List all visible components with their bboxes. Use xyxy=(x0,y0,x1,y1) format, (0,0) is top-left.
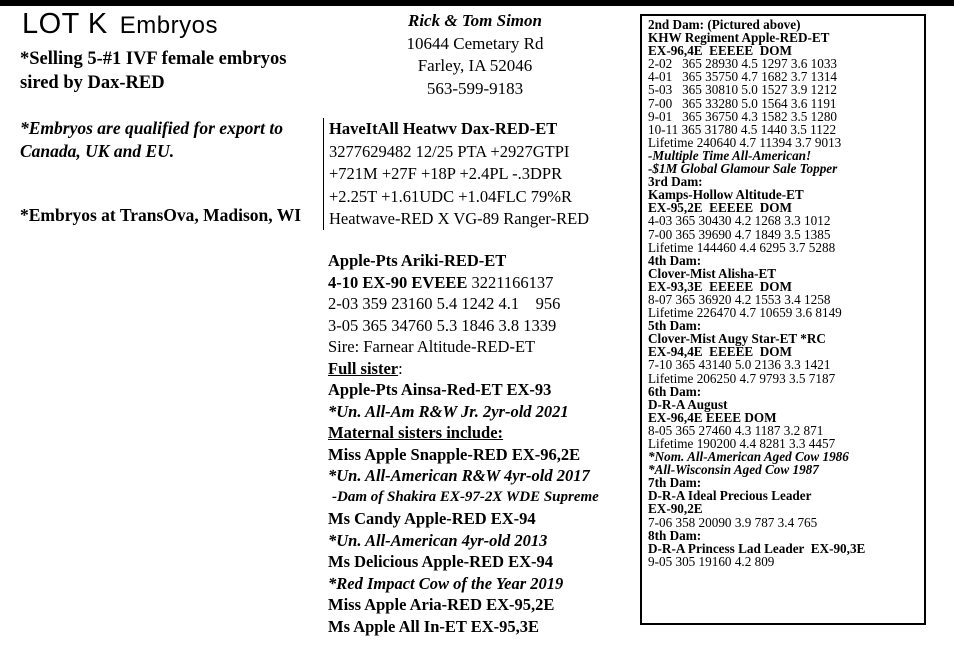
sister-name: Miss Apple Aria-RED EX-95,2E xyxy=(328,595,555,614)
sister-name: Ms Delicious Apple-RED EX-94 xyxy=(328,552,554,571)
dam7-name: D-R-A Ideal Precious Leader xyxy=(648,488,812,504)
dam2-record: 10-11 365 31780 4.5 1440 3.5 1122 xyxy=(648,121,837,137)
dam8-name: D-R-A Princess Lad Leader EX-90,3E xyxy=(648,540,866,556)
dam4-class: EX-93,3E EEEEE DOM xyxy=(648,278,792,294)
dam4-name: Clover-Mist Alisha-ET xyxy=(648,265,777,281)
dam5-lifetime: Lifetime 206250 4.7 9793 3.5 7187 xyxy=(648,370,836,386)
dam6-name: D-R-A August xyxy=(648,396,728,412)
dam8-record: 9-05 305 19160 4.2 809 xyxy=(648,553,775,569)
sire-line-1: 3277629482 12/25 PTA +2927GTPI xyxy=(329,141,570,161)
dam2-record: 9-01 365 36750 4.3 1582 3.5 1280 xyxy=(648,108,838,124)
maternal-sisters-label: Maternal sisters include: xyxy=(328,423,504,442)
dam2-award: -$1M Global Glamour Sale Topper xyxy=(648,161,838,177)
sister-name: Miss Apple Snapple-RED EX-96,2E xyxy=(328,444,581,464)
dam2-record: 4-01 365 35750 4.7 1682 3.7 1314 xyxy=(648,69,838,85)
dam6-heading: 6th Dam: xyxy=(648,383,702,399)
sire-line-3: +2.25T +1.61UDC +1.04FLC 79%R xyxy=(329,186,573,206)
lot-title xyxy=(22,8,218,41)
dam6-class: EX-96,4E EEEE DOM xyxy=(648,409,777,425)
dam-record-2: 3-05 365 34760 5.3 1846 3.8 1339 xyxy=(328,315,557,335)
sister-award: *Un. All-American 4yr-old 2013 xyxy=(328,530,548,550)
dam2-record: 2-02 365 28930 4.5 1297 3.6 1033 xyxy=(648,56,838,72)
dam-class: 4-10 EX-90 EVEEE xyxy=(328,272,468,292)
dam3-lifetime: Lifetime 144460 4.4 6295 3.7 5288 xyxy=(648,239,836,255)
dam2-heading: 2nd Dam: (Pictured above) xyxy=(648,17,801,32)
dam6-record: 8-05 365 27460 4.3 1187 3.2 871 xyxy=(648,422,824,438)
dam2-lifetime: Lifetime 240640 4.7 11394 3.7 9013 xyxy=(648,134,842,150)
lot-number: LOT K xyxy=(22,8,108,40)
dam4-lifetime: Lifetime 226470 4.7 10659 3.6 8149 xyxy=(648,305,842,321)
sire-block xyxy=(323,118,644,230)
owner-street: 10644 Cemetary Rd xyxy=(406,33,544,53)
pedigree-box xyxy=(640,14,926,625)
dam3-record: 7-00 365 39690 4.7 1849 3.5 1385 xyxy=(648,226,831,242)
dam8-heading: 8th Dam: xyxy=(648,527,702,543)
owner-phone: 563-599-9183 xyxy=(426,78,524,98)
sister-award: -Dam of Shakira EX-97-2X WDE Supreme xyxy=(332,488,599,505)
dam7-record: 7-06 358 20090 3.9 787 3.4 765 xyxy=(648,514,818,530)
full-sister-colon: : xyxy=(398,358,403,378)
full-sister-award: *Un. All-Am R&W Jr. 2yr-old 2021 xyxy=(328,401,569,421)
full-sister-label-line xyxy=(328,358,638,380)
dam2-class: EX-96,4E EEEEE DOM xyxy=(648,43,792,59)
full-sister-label: Full sister xyxy=(328,358,399,378)
sister-award: *Red Impact Cow of the Year 2019 xyxy=(328,573,564,593)
dam6-award: *Nom. All-American Aged Cow 1986 xyxy=(648,449,849,465)
sister-name: Ms Apple All In-ET EX-95,3E xyxy=(328,616,540,636)
dam7-class: EX-90,2E xyxy=(648,501,703,517)
dam7-heading: 7th Dam: xyxy=(648,475,702,491)
dam3-record: 4-03 365 30430 4.2 1268 3.3 1012 xyxy=(648,213,831,229)
dam5-record: 7-10 365 43140 5.0 2136 3.3 1421 xyxy=(648,357,831,373)
dam-class-line xyxy=(328,272,638,294)
dam-name: Apple-Pts Ariki-RED-ET xyxy=(328,251,507,270)
selling-note: *Selling 5-#1 IVF female embryos sired by Dax-RED xyxy=(20,49,287,93)
lot-type: Embryos xyxy=(119,12,218,39)
export-note: *Embryos are qualified for export to Canada, UK and EU. xyxy=(20,118,283,161)
owner-name: Rick & Tom Simon xyxy=(408,11,542,30)
full-sister-name: Apple-Pts Ainsa-Red-ET EX-93 xyxy=(328,380,552,399)
dam5-name: Clover-Mist Augy Star-ET *RC xyxy=(648,331,826,347)
dam5-class: EX-94,4E EEEEE DOM xyxy=(648,344,792,360)
sire-pedigree: Heatwave-RED X VG-89 Ranger-RED xyxy=(329,209,590,228)
owner-block xyxy=(380,10,570,100)
dam4-record: 8-07 365 36920 4.2 1553 3.4 1258 xyxy=(648,291,831,307)
dam6-lifetime: Lifetime 190200 4.4 8281 3.3 4457 xyxy=(648,436,836,451)
dam3-class: EX-95,2E EEEEE DOM xyxy=(648,200,792,216)
owner-city: Farley, IA 52046 xyxy=(417,56,533,75)
sister-name: Ms Candy Apple-RED EX-94 xyxy=(328,509,536,528)
dam-sire: Sire: Farnear Altitude-RED-ET xyxy=(328,337,536,356)
dam2-record: 5-03 365 30810 5.0 1527 3.9 1212 xyxy=(648,82,838,98)
dam3-name: Kamps-Hollow Altitude-ET xyxy=(648,187,804,203)
top-rule xyxy=(0,0,954,6)
dam3-heading: 3rd Dam: xyxy=(648,174,703,190)
dam-reg: 3221166137 xyxy=(471,272,554,292)
dam6-award: *All-Wisconsin Aged Cow 1987 xyxy=(648,462,819,478)
sire-line-2: +721M +27F +18P +2.4PL -.3DPR xyxy=(329,164,563,183)
dam2-name: KHW Regiment Apple-RED-ET xyxy=(648,30,830,46)
dam-block xyxy=(328,250,638,637)
dam-record-1: 2-03 359 23160 5.4 1242 4.1 956 xyxy=(328,294,561,313)
dam2-award: -Multiple Time All-American! xyxy=(648,147,812,163)
location-note: *Embryos at TransOva, Madison, WI xyxy=(20,205,302,225)
dam4-heading: 4th Dam: xyxy=(648,252,702,268)
sire-name: HaveItAll Heatwv Dax-RED-ET xyxy=(329,119,558,138)
dam2-record: 7-00 365 33280 5.0 1564 3.6 1191 xyxy=(648,95,837,111)
sister-award: *Un. All-American R&W 4yr-old 2017 xyxy=(328,466,590,485)
dam5-heading: 5th Dam: xyxy=(648,318,702,334)
